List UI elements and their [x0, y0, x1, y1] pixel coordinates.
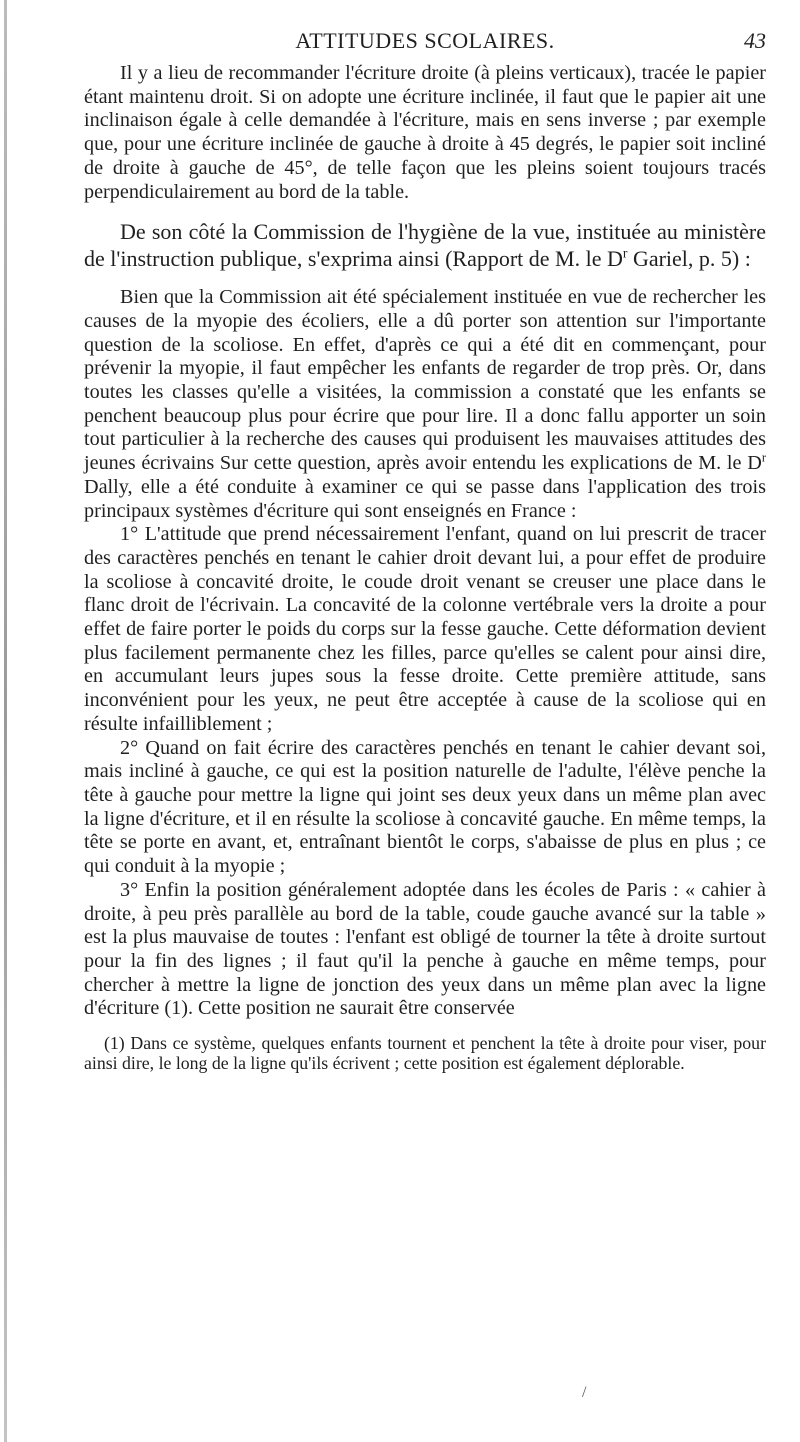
running-title: ATTITUDES SCOLAIRES.: [295, 28, 555, 53]
footnote: (1) Dans ce système, quelques enfants tournent et penchent la tête à droite pour viser, pour ainsi dire, le long de la ligne qu'ils écrivent ; cette position est également déplorable.: [84, 1033, 766, 1074]
commission-intro: [84, 218, 766, 272]
report-text-start: Bien que la Commission ait été spécialement instituée en vue de rechercher les causes de la myopie des écoliers, elle a dû porter son attention sur l'importante question de la scoliose. En effet, d'après ce qui a été dit en commençant, pour prévenir la myopie, il faut empêcher les enfants de regarder de trop près. Or, dans toutes les classes qu'elle a visitées, la commission a constaté que les enfants se penchent beaucoup plus pour écrire que pour lire. Il a donc fallu apporter un soin tout particulier à la recherche des causes qui produisent les mauvaises attitudes des jeunes écrivains Sur cette question, après avoir entendu les explications de M. le D: [84, 286, 766, 475]
page-edge-line: [4, 0, 7, 1442]
doctor-superscript: r: [622, 245, 628, 261]
paragraph-writing-advice: Il y a lieu de recommander l'écriture droite (à pleins verticaux), tracée le papier étant maintenu droit. Si on adopte une écriture inclinée, il faut que le papier ait une inclinaison égale à celle demandée à l'écriture, mais en sens inverse ; par exemple que, pour une écriture inclinée de gauche à droite à 45 degrés, le papier soit incliné de droite à gauche de 45°, de telle façon que les pleins soient toujours tracés perpendiculairement au bord de la table.: [84, 62, 766, 203]
report-text-end: Dally, elle a été conduite à examiner ce qui se passe dans l'application des trois principaux systèmes d'écriture qui sont enseignés en France :: [84, 475, 766, 522]
page-header: [84, 28, 766, 58]
list-item-2: 2° Quand on fait écrire des caractères penchés en tenant le cahier devant soi, mais incliné à gauche, ce qui est la position naturelle de l'adulte, l'élève penche la tête à gauche pour mettre la ligne qui joint ses deux yeux dans un même plan avec la ligne d'écriture, et il en résulte la scoliose à concavité gauche. En même temps, la tête se porte en avant, et, entraînant bientôt le corps, s'abaisse de plus en plus ; ce qui conduit à la myopie ;: [84, 736, 766, 878]
page-body: [84, 62, 766, 1091]
page-number: 43: [744, 28, 766, 53]
doctor-superscript-2: r: [761, 450, 766, 465]
paragraph-commission-report: [84, 286, 766, 523]
list-item-3: 3° Enfin la position généralement adoptée dans les écoles de Paris : « cahier à droite, à peu près parallèle au bord de la table, coude gauche avancé sur la table » est la plus mauvaise de toutes : l'enfant est obligé de tourner la tête à droite surtout pour la fin des lignes ; il faut qu'il la penche à gauche en même temps, pour chercher à mettre la ligne de jonction des yeux dans un même plan avec la ligne d'écriture (1). Cette position ne saurait être conservée: [84, 878, 766, 1020]
commission-intro-end: Gariel, p. 5) :: [627, 246, 751, 272]
list-item-1: 1° L'attitude que prend nécessairement l'enfant, quand on lui prescrit de tracer des caractères penchés en tenant le cahier droit devant lui, a pour effet de produire la scoliose à concavité droite, le coude droit venant se creuser une place dans le flanc droit de l'écrivain. La concavité de la colonne vertébrale vers la droite a pour effet de faire porter le poids du corps sur la fesse gauche. Cette déformation devient plus facilement permanente chez les filles, parce qu'elles se calent pour ainsi dire, en accumulant leurs jupes sous la fesse droite. Cette première attitude, sans inconvénient pour les yeux, ne peut être acceptée à cause de la scoliose qui en résulte infailliblement ;: [84, 523, 766, 735]
commission-intro-text: De son côté la Commission de l'hygiène de la vue, instituée au ministère de l'instruction publique, s'exprima ainsi (Rapport de M. le D: [84, 219, 766, 272]
stray-mark: /: [582, 1384, 587, 1401]
